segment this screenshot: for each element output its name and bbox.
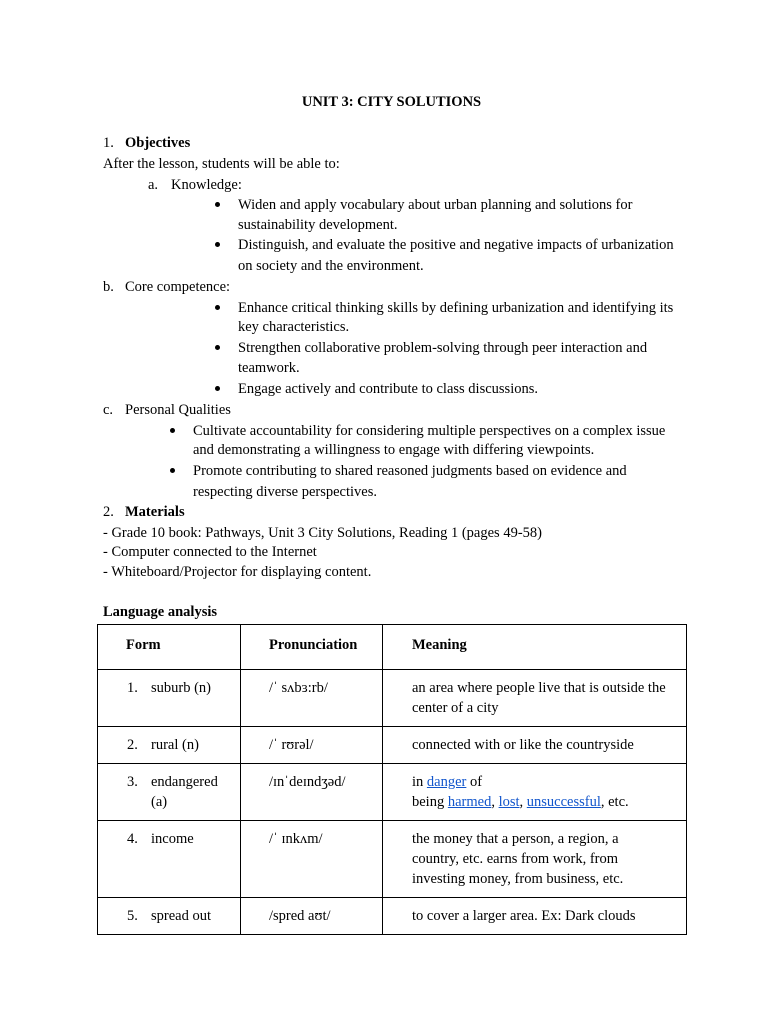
objectives-intro: After the lesson, students will be able to: (103, 156, 340, 172)
list-item: Strengthen collaborative problem-solving through peer interaction and (238, 340, 648, 356)
pronunciation-cell: /ˈ ɪnkʌm/ (241, 821, 383, 898)
table-row (98, 821, 687, 898)
list-item: teamwork. (238, 360, 300, 376)
link-lost[interactable]: lost (498, 794, 520, 810)
materials-item: - Grade 10 book: Pathways, Unit 3 City Solutions, Reading 1 (pages 49-58) (103, 525, 542, 541)
knowledge-label: Knowledge: (171, 177, 242, 193)
materials-heading: Materials (125, 504, 185, 520)
table-row (98, 764, 687, 821)
pronunciation-cell: /ˈ sʌbɜ:rb/ (241, 670, 383, 727)
column-header: Pronunciation (241, 625, 383, 670)
bullet-icon (215, 386, 220, 391)
link-danger[interactable]: danger (426, 774, 467, 790)
page-title: UNIT 3: CITY SOLUTIONS (301, 94, 482, 110)
materials-item: - Computer connected to the Internet (103, 544, 317, 560)
bullet-icon (215, 345, 220, 350)
pronunciation-cell: /spred aʊt/ (241, 898, 383, 935)
bullet-icon (215, 202, 220, 207)
list-item: key characteristics. (238, 319, 350, 335)
meaning-cell: in danger of being harmed, lost, unsuccessful, etc. (383, 764, 687, 821)
personal-qualities-label: Personal Qualities (125, 402, 231, 418)
meaning-cell: the money that a person, a region, a country, etc. earns from work, from investing money, from business, etc. (383, 821, 687, 898)
column-header: Form (98, 625, 241, 670)
meaning-cell: an area where people live that is outside the center of a city (383, 670, 687, 727)
list-item: and demonstrating a willingness to engage with differing viewpoints. (193, 442, 595, 458)
bullet-icon (170, 468, 175, 473)
column-header: Meaning (383, 625, 687, 670)
meaning-cell: to cover a larger area. Ex: Dark clouds (383, 898, 687, 935)
table-row (98, 727, 687, 764)
form-cell: 4. income (98, 821, 241, 898)
list-item: respecting diverse perspectives. (193, 484, 377, 500)
pronunciation-cell: /ˈ rʊrəl/ (241, 727, 383, 764)
objectives-heading: Objectives (125, 135, 191, 151)
link-harmed[interactable]: harmed (447, 794, 492, 810)
list-marker: b. (103, 279, 114, 295)
list-marker: c. (103, 402, 114, 418)
table-row (98, 898, 687, 935)
bullet-icon (170, 428, 175, 433)
bullet-icon (215, 242, 220, 247)
list-item: sustainability development. (238, 217, 398, 233)
link-unsuccessful[interactable]: unsuccessful (526, 794, 601, 810)
materials-item: - Whiteboard/Projector for displaying content. (103, 564, 372, 580)
language-analysis-heading: Language analysis (103, 604, 218, 620)
list-item: Cultivate accountability for considering multiple perspectives on a complex issue (193, 423, 666, 439)
form-cell: 3. endangered (a) (98, 764, 241, 821)
list-item: Distinguish, and evaluate the positive and negative impacts of urbanization (238, 237, 674, 253)
list-item: Enhance critical thinking skills by defining urbanization and identifying its (238, 300, 674, 316)
list-item: Widen and apply vocabulary about urban planning and solutions for (238, 197, 633, 213)
form-cell: 5. spread out (98, 898, 241, 935)
core-competence-label: Core competence: (125, 279, 231, 295)
list-item: Engage actively and contribute to class discussions. (238, 381, 538, 397)
section-number: 2. (103, 504, 114, 520)
form-cell: 2. rural (n) (98, 727, 241, 764)
pronunciation-cell: /ɪnˈdeɪndʒəd/ (241, 764, 383, 821)
table-header-row (98, 625, 687, 670)
meaning-cell: connected with or like the countryside (383, 727, 687, 764)
form-cell: 1. suburb (n) (98, 670, 241, 727)
list-item: Promote contributing to shared reasoned judgments based on evidence and (193, 463, 627, 479)
list-item: on society and the environment. (238, 258, 424, 274)
bullet-icon (215, 305, 220, 310)
vocabulary-table (97, 624, 687, 935)
table-row (98, 670, 687, 727)
section-number: 1. (103, 135, 114, 151)
list-marker: a. (148, 177, 159, 193)
